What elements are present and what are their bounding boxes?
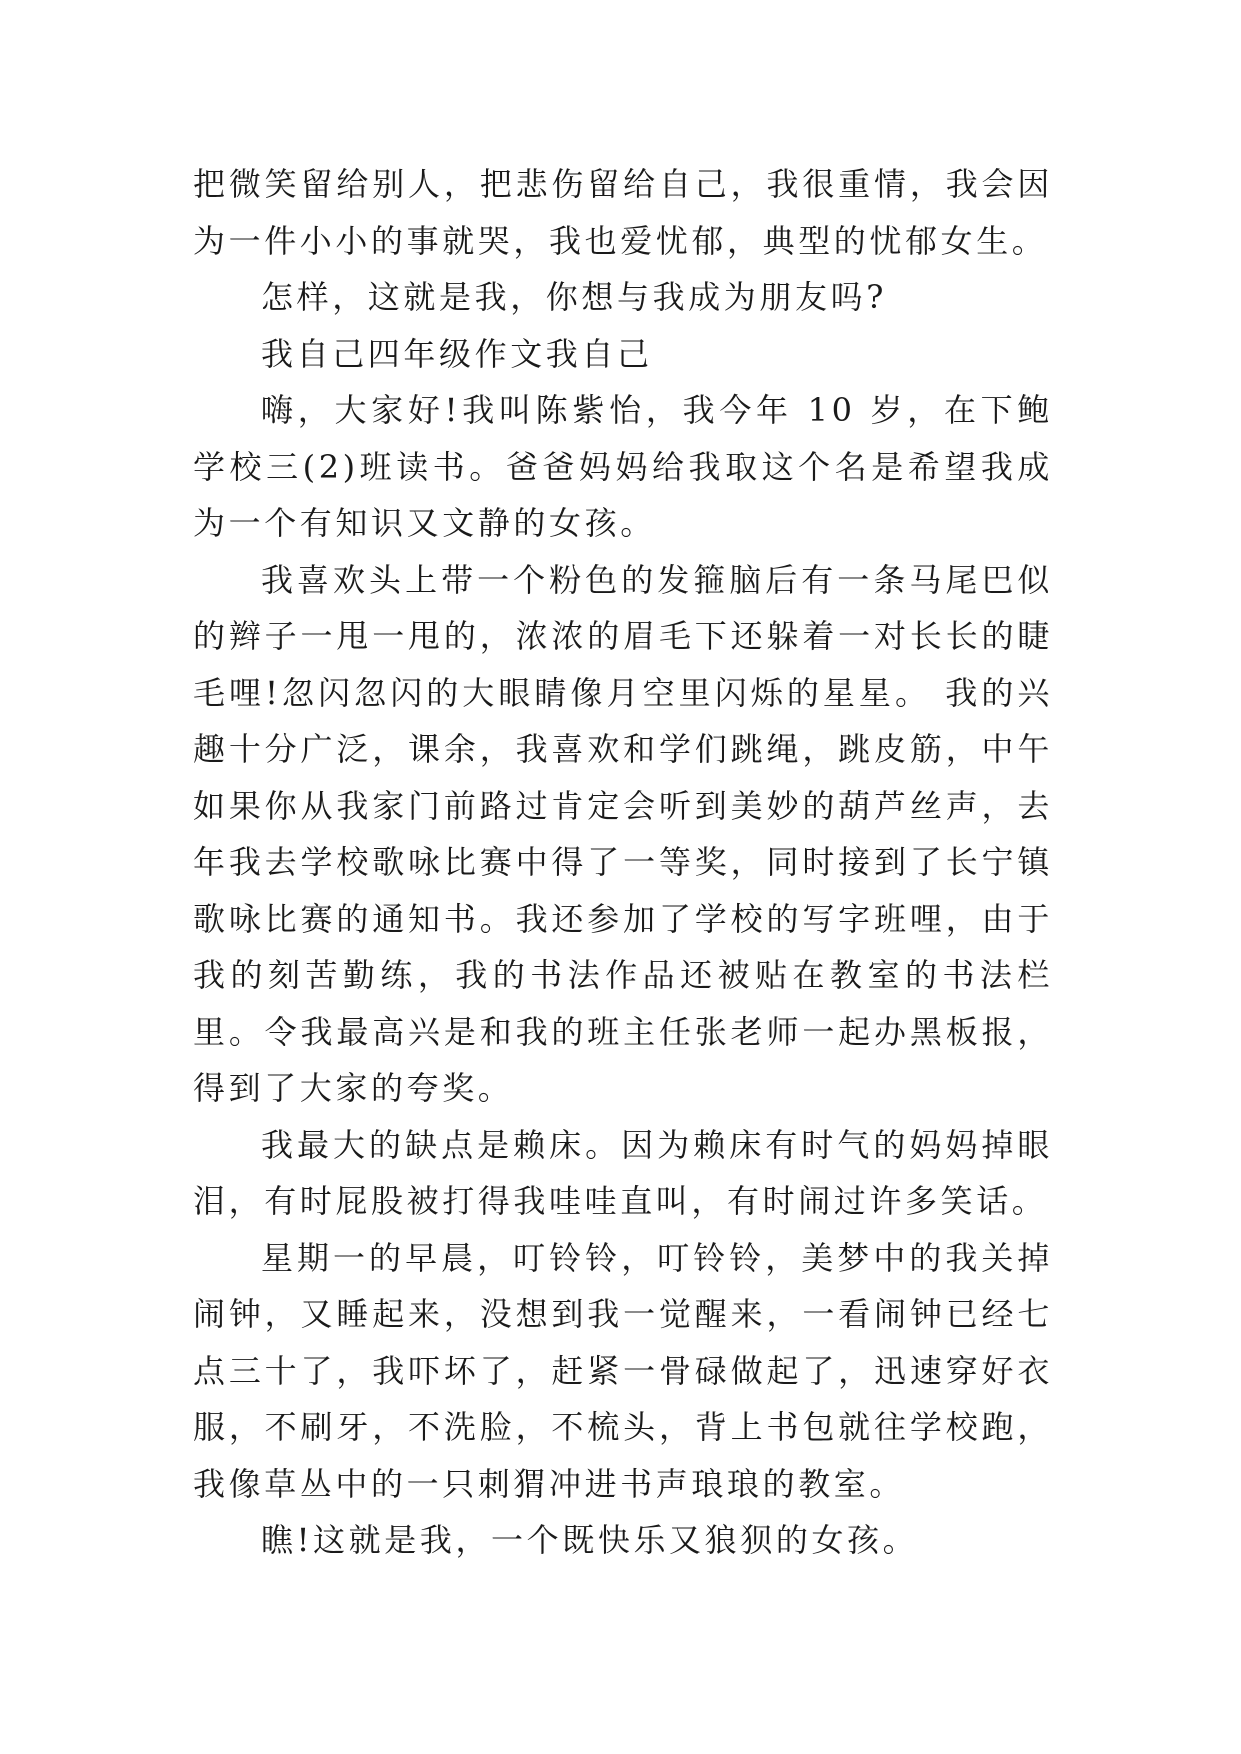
paragraph-intro: 嗨，大家好!我叫陈紫怡，我今年 10 岁，在下鲍学校三(2)班读书。爸爸妈妈给我取这个名是希望我成为一个有知识又文静的女孩。	[193, 391, 1053, 542]
document-page	[193, 156, 1053, 1569]
paragraph-monday-morning: 星期一的早晨，叮铃铃，叮铃铃，美梦中的我关掉闹钟，又睡起来，没想到我一觉醒来，一看闹钟已经七点三十了，我吓坏了，赶紧一骨碌做起了，迅速穿好衣服，不刷牙，不洗脸，不梳头，背上书包就往学校跑，我像草丛中的一只刺猬冲进书声琅琅的教室。	[193, 1238, 1053, 1503]
paragraph-shortcoming: 我最大的缺点是赖床。因为赖床有时气的妈妈掉眼泪，有时屁股被打得我哇哇直叫，有时闹过许多笑话。	[193, 1125, 1053, 1220]
paragraph-1: 把微笑留给别人，把悲伤留给自己，我很重情，我会因为一件小小的事就哭，我也爱忧郁，典型的忧郁女生。	[193, 165, 1053, 260]
essay-title: 我自己四年级作文我自己	[261, 334, 653, 373]
paragraph-2: 怎样，这就是我，你想与我成为朋友吗?	[261, 278, 887, 316]
paragraph-conclusion: 瞧!这就是我，一个既快乐又狼狈的女孩。	[261, 1521, 919, 1559]
paragraph-appearance-hobbies: 我喜欢头上带一个粉色的发箍脑后有一条马尾巴似的辫子一甩一甩的，浓浓的眉毛下还躲着一对长长的睫毛哩!忽闪忽闪的大眼睛像月空里闪烁的星星。 我的兴趣十分广泛，课余，我喜欢和学们跳绳，跳皮筋，中午如果你从我家门前路过肯定会听到美妙的葫芦丝声，去年我去学校歌咏比赛中得了一等奖，同时接到了长宁镇歌咏比赛的通知书。我还参加了学校的写字班哩，由于我的刻苦勤练，我的书法作品还被贴在教室的书法栏里。令我最高兴是和我的班主任张老师一起办黑板报，得到了大家的夸奖。	[193, 560, 1053, 1107]
